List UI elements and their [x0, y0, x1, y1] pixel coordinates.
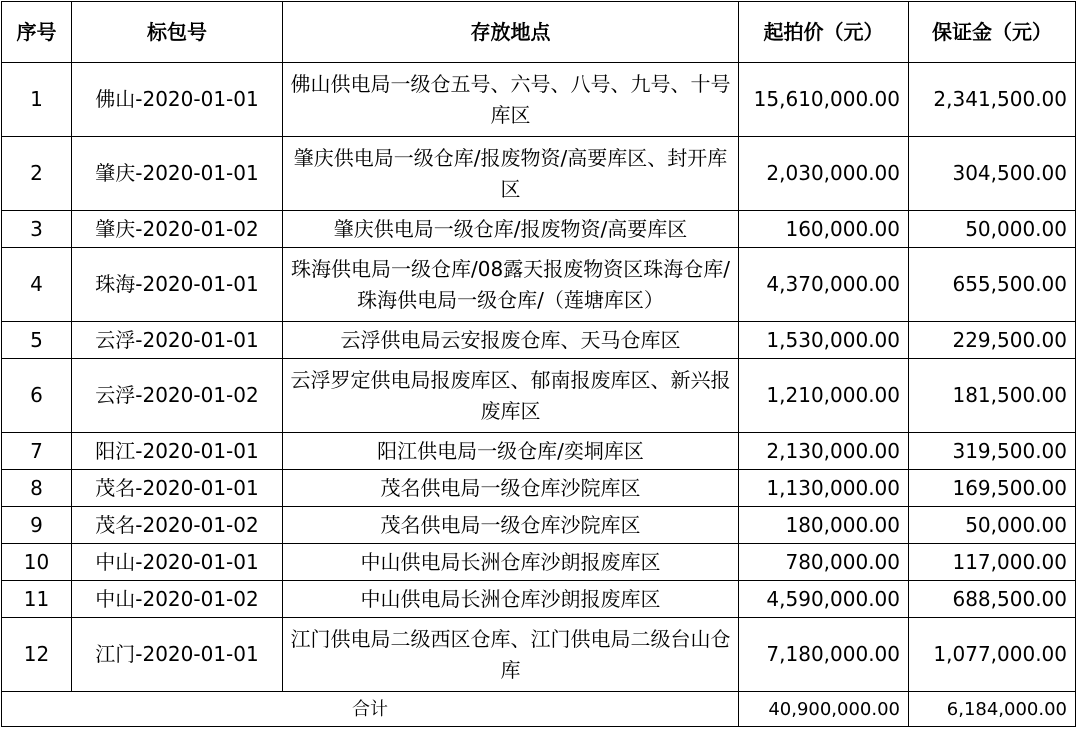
cell-deposit: 50,000.00	[909, 211, 1076, 248]
cell-deposit: 2,341,500.00	[909, 63, 1076, 137]
table-row	[2, 470, 1076, 507]
cell-no: 10	[2, 544, 72, 581]
cell-start-price: 2,130,000.00	[739, 433, 909, 470]
cell-lot: 中山-2020-01-01	[72, 544, 283, 581]
header-location: 存放地点	[283, 2, 739, 63]
cell-no: 9	[2, 507, 72, 544]
cell-lot: 云浮-2020-01-02	[72, 359, 283, 433]
table-row	[2, 322, 1076, 359]
cell-lot: 佛山-2020-01-01	[72, 63, 283, 137]
cell-location: 中山供电局长洲仓库沙朗报废库区	[283, 581, 739, 618]
cell-location: 肇庆供电局一级仓库/报废物资/高要库区、封开库区	[283, 137, 739, 211]
header-deposit: 保证金（元）	[909, 2, 1076, 63]
cell-no: 11	[2, 581, 72, 618]
table-row	[2, 433, 1076, 470]
table-row	[2, 507, 1076, 544]
table-row	[2, 618, 1076, 692]
cell-no: 3	[2, 211, 72, 248]
header-lot: 标包号	[72, 2, 283, 63]
cell-no: 7	[2, 433, 72, 470]
cell-deposit: 117,000.00	[909, 544, 1076, 581]
cell-deposit: 181,500.00	[909, 359, 1076, 433]
table-row	[2, 359, 1076, 433]
cell-lot: 肇庆-2020-01-01	[72, 137, 283, 211]
cell-no: 4	[2, 248, 72, 322]
cell-no: 8	[2, 470, 72, 507]
cell-start-price: 1,530,000.00	[739, 322, 909, 359]
cell-deposit: 655,500.00	[909, 248, 1076, 322]
cell-start-price: 4,590,000.00	[739, 581, 909, 618]
cell-location: 佛山供电局一级仓五号、六号、八号、九号、十号库区	[283, 63, 739, 137]
cell-deposit: 50,000.00	[909, 507, 1076, 544]
cell-location: 茂名供电局一级仓库沙院库区	[283, 507, 739, 544]
total-label: 合计	[2, 692, 739, 727]
header-no: 序号	[2, 2, 72, 63]
cell-lot: 茂名-2020-01-01	[72, 470, 283, 507]
cell-location: 中山供电局长洲仓库沙朗报废库区	[283, 544, 739, 581]
cell-lot: 肇庆-2020-01-02	[72, 211, 283, 248]
cell-lot: 江门-2020-01-01	[72, 618, 283, 692]
cell-start-price: 1,210,000.00	[739, 359, 909, 433]
cell-deposit: 1,077,000.00	[909, 618, 1076, 692]
cell-no: 12	[2, 618, 72, 692]
cell-no: 2	[2, 137, 72, 211]
cell-no: 5	[2, 322, 72, 359]
header-start-price: 起拍价（元）	[739, 2, 909, 63]
cell-lot: 阳江-2020-01-01	[72, 433, 283, 470]
table-row	[2, 581, 1076, 618]
cell-deposit: 688,500.00	[909, 581, 1076, 618]
table-row	[2, 544, 1076, 581]
cell-lot: 珠海-2020-01-01	[72, 248, 283, 322]
cell-location: 珠海供电局一级仓库/08露天报废物资区珠海仓库/珠海供电局一级仓库/（莲塘库区）	[283, 248, 739, 322]
table-row	[2, 211, 1076, 248]
auction-lot-table	[1, 1, 1076, 727]
cell-location: 江门供电局二级西区仓库、江门供电局二级台山仓库	[283, 618, 739, 692]
cell-deposit: 229,500.00	[909, 322, 1076, 359]
table-row	[2, 248, 1076, 322]
total-deposit: 6,184,000.00	[909, 692, 1076, 727]
cell-lot: 茂名-2020-01-02	[72, 507, 283, 544]
table-header-row	[2, 2, 1076, 63]
cell-start-price: 7,180,000.00	[739, 618, 909, 692]
cell-start-price: 780,000.00	[739, 544, 909, 581]
cell-deposit: 319,500.00	[909, 433, 1076, 470]
cell-lot: 中山-2020-01-02	[72, 581, 283, 618]
cell-no: 6	[2, 359, 72, 433]
cell-location: 茂名供电局一级仓库沙院库区	[283, 470, 739, 507]
cell-start-price: 160,000.00	[739, 211, 909, 248]
cell-start-price: 15,610,000.00	[739, 63, 909, 137]
cell-start-price: 4,370,000.00	[739, 248, 909, 322]
cell-location: 阳江供电局一级仓库/奕垌库区	[283, 433, 739, 470]
cell-start-price: 180,000.00	[739, 507, 909, 544]
cell-lot: 云浮-2020-01-01	[72, 322, 283, 359]
cell-deposit: 169,500.00	[909, 470, 1076, 507]
cell-location: 云浮罗定供电局报废库区、郁南报废库区、新兴报废库区	[283, 359, 739, 433]
cell-start-price: 1,130,000.00	[739, 470, 909, 507]
total-start-price: 40,900,000.00	[739, 692, 909, 727]
total-row	[2, 692, 1076, 727]
table-row	[2, 137, 1076, 211]
cell-start-price: 2,030,000.00	[739, 137, 909, 211]
cell-no: 1	[2, 63, 72, 137]
cell-deposit: 304,500.00	[909, 137, 1076, 211]
table-row	[2, 63, 1076, 137]
cell-location: 云浮供电局云安报废仓库、天马仓库区	[283, 322, 739, 359]
cell-location: 肇庆供电局一级仓库/报废物资/高要库区	[283, 211, 739, 248]
